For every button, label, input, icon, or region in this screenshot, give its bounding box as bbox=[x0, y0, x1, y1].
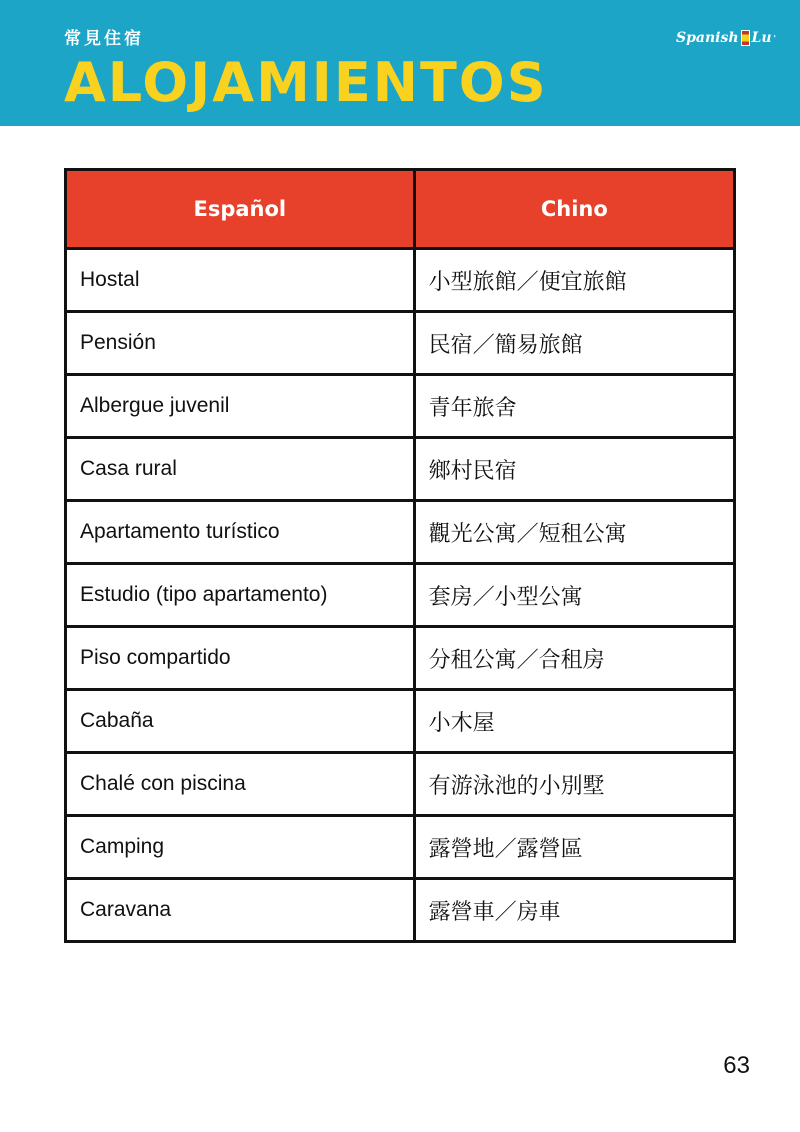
chinese-subtitle: 常見住宿 bbox=[64, 29, 144, 49]
table-row bbox=[66, 564, 735, 627]
spanish-term: Casa rural bbox=[66, 438, 415, 501]
column-header-spanish: Español bbox=[66, 170, 415, 249]
brand-mark: ' bbox=[773, 33, 776, 43]
spanish-term: Pensión bbox=[66, 312, 415, 375]
chinese-term: 青年旅舍 bbox=[414, 375, 734, 438]
spain-flag-icon bbox=[741, 30, 750, 46]
spanish-term: Cabaña bbox=[66, 690, 415, 753]
spanish-term: Albergue juvenil bbox=[66, 375, 415, 438]
brand-name: Spanish bbox=[675, 30, 739, 46]
brand-logo bbox=[676, 30, 776, 46]
chinese-term: 小型旅館／便宜旅館 bbox=[414, 249, 734, 312]
spanish-term: Apartamento turístico bbox=[66, 501, 415, 564]
table-row bbox=[66, 690, 735, 753]
chinese-term: 民宿／簡易旅館 bbox=[414, 312, 734, 375]
chinese-term: 小木屋 bbox=[414, 690, 734, 753]
chinese-term: 鄉村民宿 bbox=[414, 438, 734, 501]
table-row bbox=[66, 438, 735, 501]
page-title: ALOJAMIENTOS bbox=[64, 51, 548, 114]
chinese-term: 觀光公寓／短租公寓 bbox=[414, 501, 734, 564]
spanish-term: Chalé con piscina bbox=[66, 753, 415, 816]
chinese-term: 有游泳池的小別墅 bbox=[414, 753, 734, 816]
chinese-term: 露營地／露營區 bbox=[414, 816, 734, 879]
page-number: 63 bbox=[723, 1052, 750, 1079]
spanish-term: Piso compartido bbox=[66, 627, 415, 690]
table-row bbox=[66, 375, 735, 438]
table-row bbox=[66, 753, 735, 816]
table-row bbox=[66, 249, 735, 312]
page-header bbox=[0, 0, 800, 126]
spanish-term: Camping bbox=[66, 816, 415, 879]
table-row bbox=[66, 501, 735, 564]
table-row bbox=[66, 879, 735, 942]
spanish-term: Estudio (tipo apartamento) bbox=[66, 564, 415, 627]
table-row bbox=[66, 627, 735, 690]
brand-suffix: Lu bbox=[751, 30, 772, 46]
table-row bbox=[66, 312, 735, 375]
vocabulary-table bbox=[64, 168, 736, 943]
spanish-term: Caravana bbox=[66, 879, 415, 942]
chinese-term: 套房／小型公寓 bbox=[414, 564, 734, 627]
spanish-term: Hostal bbox=[66, 249, 415, 312]
chinese-term: 分租公寓／合租房 bbox=[414, 627, 734, 690]
table-row bbox=[66, 816, 735, 879]
table-header-row bbox=[66, 170, 735, 249]
chinese-term: 露營車／房車 bbox=[414, 879, 734, 942]
column-header-chinese: Chino bbox=[414, 170, 734, 249]
